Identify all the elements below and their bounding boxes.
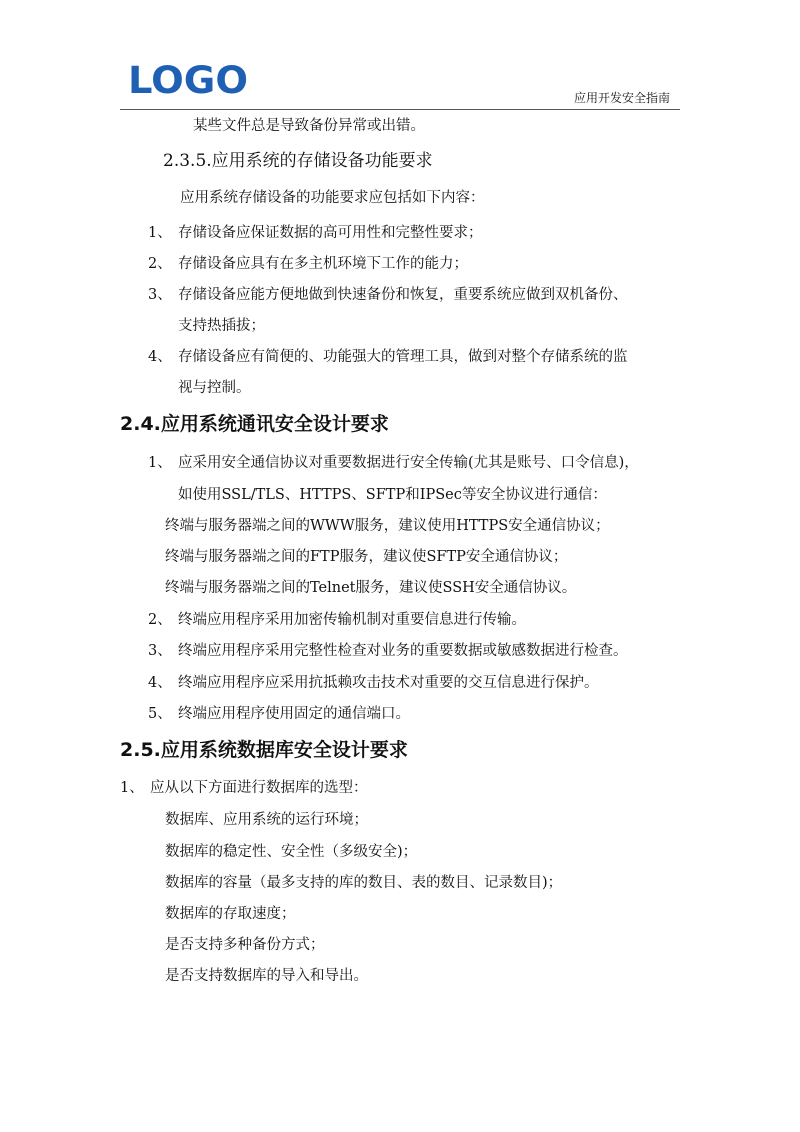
list-item-text: 支持热插拔； (178, 318, 265, 334)
sub-item-text: 数据库的容量（最多支持的库的数目、表的数目、记录数目)； (165, 875, 563, 891)
document-title: 应用开发安全指南 (573, 91, 670, 105)
section-heading-2-4: 2.4.应用系统通讯安全设计要求 (120, 413, 389, 435)
list-item-text: 存储设备应能方便地做到快速备份和恢复，重要系统应做到双机备份、 (178, 287, 628, 303)
logo-text: LOGO (128, 62, 248, 98)
sub-item-text: 数据库、应用系统的运行环境； (165, 812, 368, 828)
continuation-text: 某些文件总是导致备份异常或出错。 (193, 118, 425, 134)
logo-icon (128, 62, 250, 98)
list-item-text: 应从以下方面进行数据库的选型： (150, 780, 368, 796)
sub-item-text: 终端与服务器端之间的Telnet服务，建议使SSH安全通信协议。 (165, 580, 577, 596)
list-number: 3、 (148, 643, 172, 659)
section-heading-2-5: 2.5.应用系统数据库安全设计要求 (120, 739, 408, 761)
sub-item-text: 数据库的存取速度； (165, 906, 296, 922)
list-number: 5、 (148, 706, 172, 722)
sub-item-text: 数据库的稳定性、安全性（多级安全)； (165, 844, 418, 860)
list-item-text: 视与控制。 (178, 380, 251, 396)
sub-item-text: 终端与服务器端之间的FTP服务，建议使SFTP安全通信协议； (165, 549, 568, 565)
sub-item-text: 是否支持多种备份方式； (165, 937, 325, 953)
list-item-text: 终端应用程序应采用抗抵赖攻击技术对重要的交互信息进行保护。 (178, 675, 599, 691)
list-item-text: 存储设备应有简便的、功能强大的管理工具，做到对整个存储系统的监 (178, 349, 628, 365)
sub-item-text: 是否支持数据库的导入和导出。 (165, 968, 368, 984)
list-number: 4、 (148, 675, 172, 691)
list-item-text: 终端应用程序采用加密传输机制对重要信息进行传输。 (178, 612, 526, 628)
list-number: 4、 (148, 349, 172, 365)
section-heading-2-3-5: 2.3.5.应用系统的存储设备功能要求 (163, 151, 433, 171)
list-item-text: 终端应用程序采用完整性检查对业务的重要数据或敏感数据进行检查。 (178, 643, 628, 659)
list-number: 1、 (120, 780, 144, 796)
list-item-text: 存储设备应具有在多主机环境下工作的能力； (178, 256, 468, 272)
list-item-text: 存储设备应保证数据的高可用性和完整性要求； (178, 225, 483, 241)
list-number: 2、 (148, 256, 172, 272)
list-item-text: 应采用安全通信协议对重要数据进行安全传输(尤其是账号、口令信息)， (178, 455, 639, 471)
list-number: 1、 (148, 225, 172, 241)
list-number: 2、 (148, 612, 172, 628)
list-item-text: 如使用SSL/TLS、HTTPS、SFTP和IPSec等安全协议进行通信： (178, 487, 607, 503)
list-number: 3、 (148, 287, 172, 303)
section-intro: 应用系统存储设备的功能要求应包括如下内容： (180, 190, 485, 206)
list-item-text: 终端应用程序使用固定的通信端口。 (178, 706, 410, 722)
list-number: 1、 (148, 455, 172, 471)
sub-item-text: 终端与服务器端之间的WWW服务，建议使用HTTPS安全通信协议； (165, 518, 610, 534)
header-divider (120, 109, 680, 110)
